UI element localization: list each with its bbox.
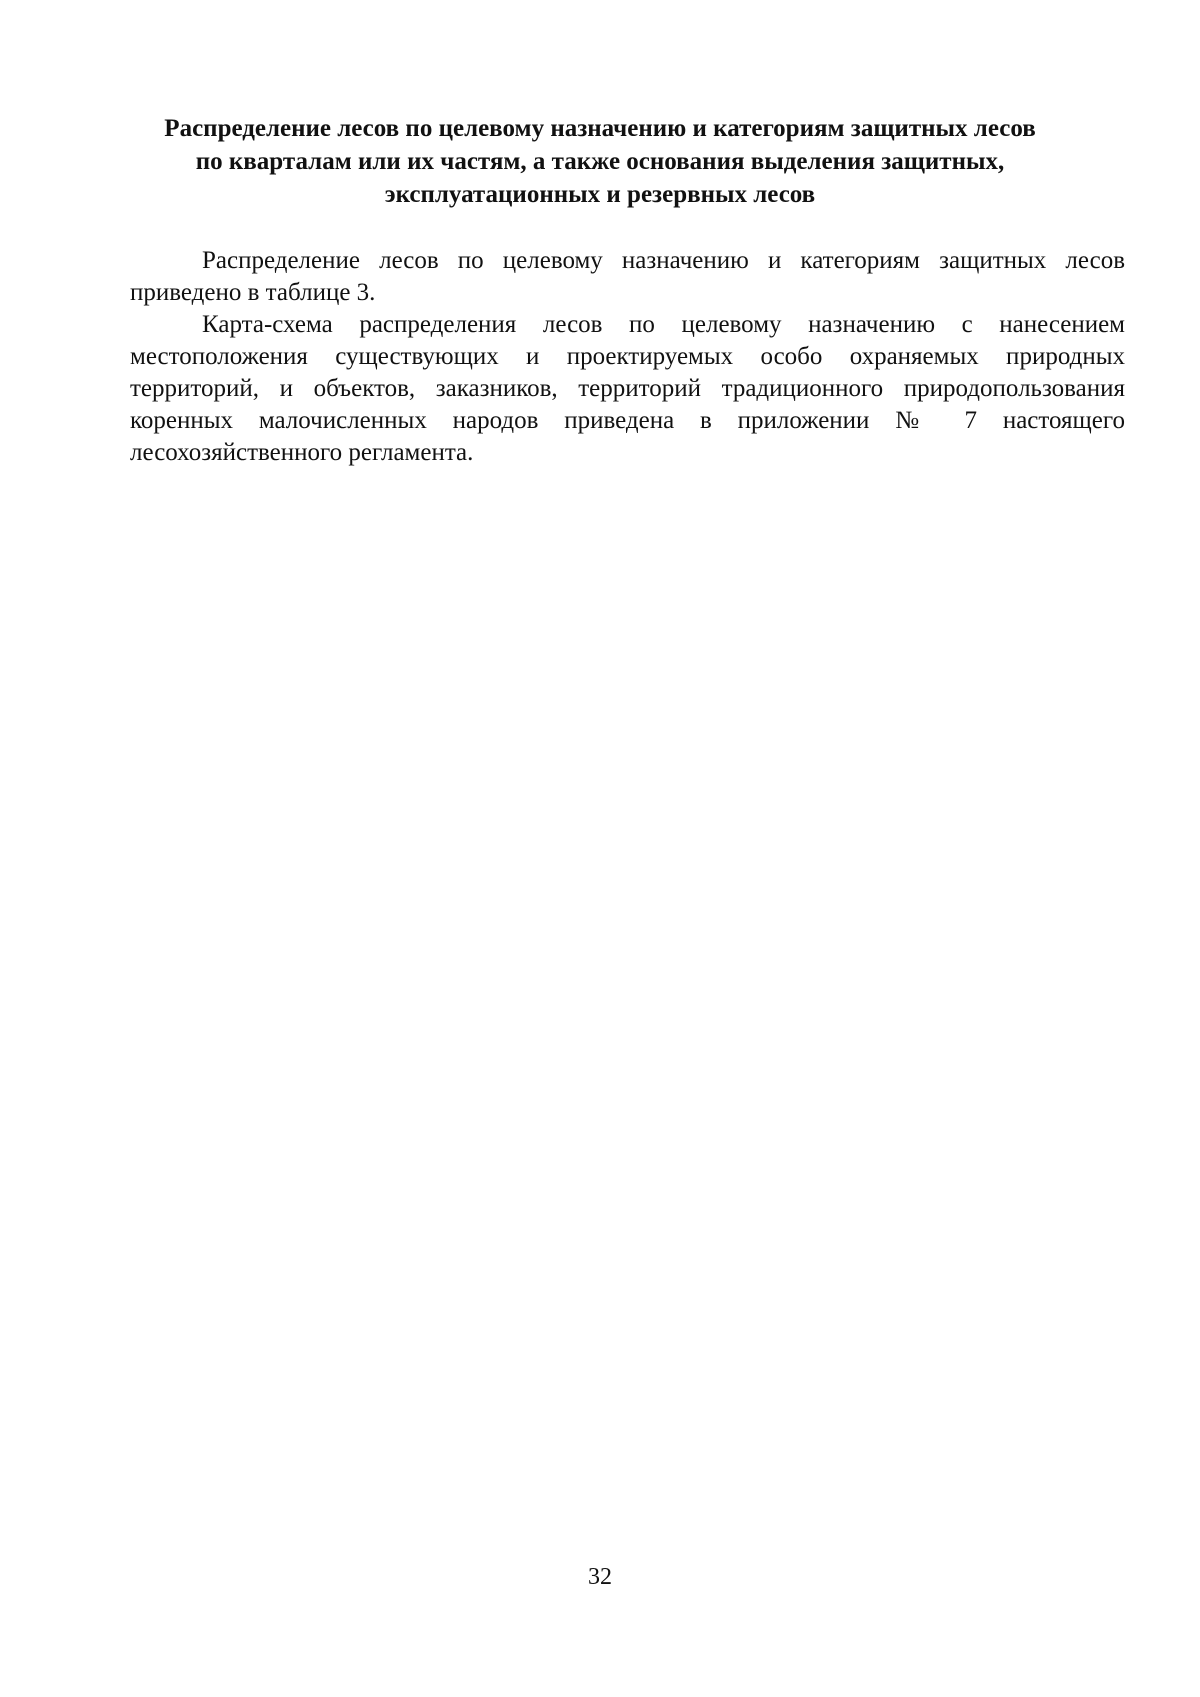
page-number: 32 xyxy=(588,1564,612,1590)
paragraph-table-reference: Распределение лесов по целевому назначению и категориям защитных лесов приведено в таблице 3. xyxy=(130,247,1125,306)
body-text xyxy=(130,245,1125,469)
heading-line-2: по кварталам или их частям, а также основания выделения защитных, xyxy=(195,148,1005,175)
heading-line-1: Распределение лесов по целевому назначению и категориям защитных лесов xyxy=(164,115,1036,142)
paragraph-map-scheme: Карта-схема распределения лесов по целевому назначению с нанесением местоположения существующих и проектируемых особо охраняемых природных территорий, и объектов, заказников, территорий традиционного природопользования коренных малочисленных народов приведена в приложении № 7 настоящего лесохозяйственного регламента. xyxy=(130,311,1125,466)
heading-line-3: эксплуатационных и резервных лесов xyxy=(384,181,816,208)
section-heading xyxy=(120,112,1080,211)
